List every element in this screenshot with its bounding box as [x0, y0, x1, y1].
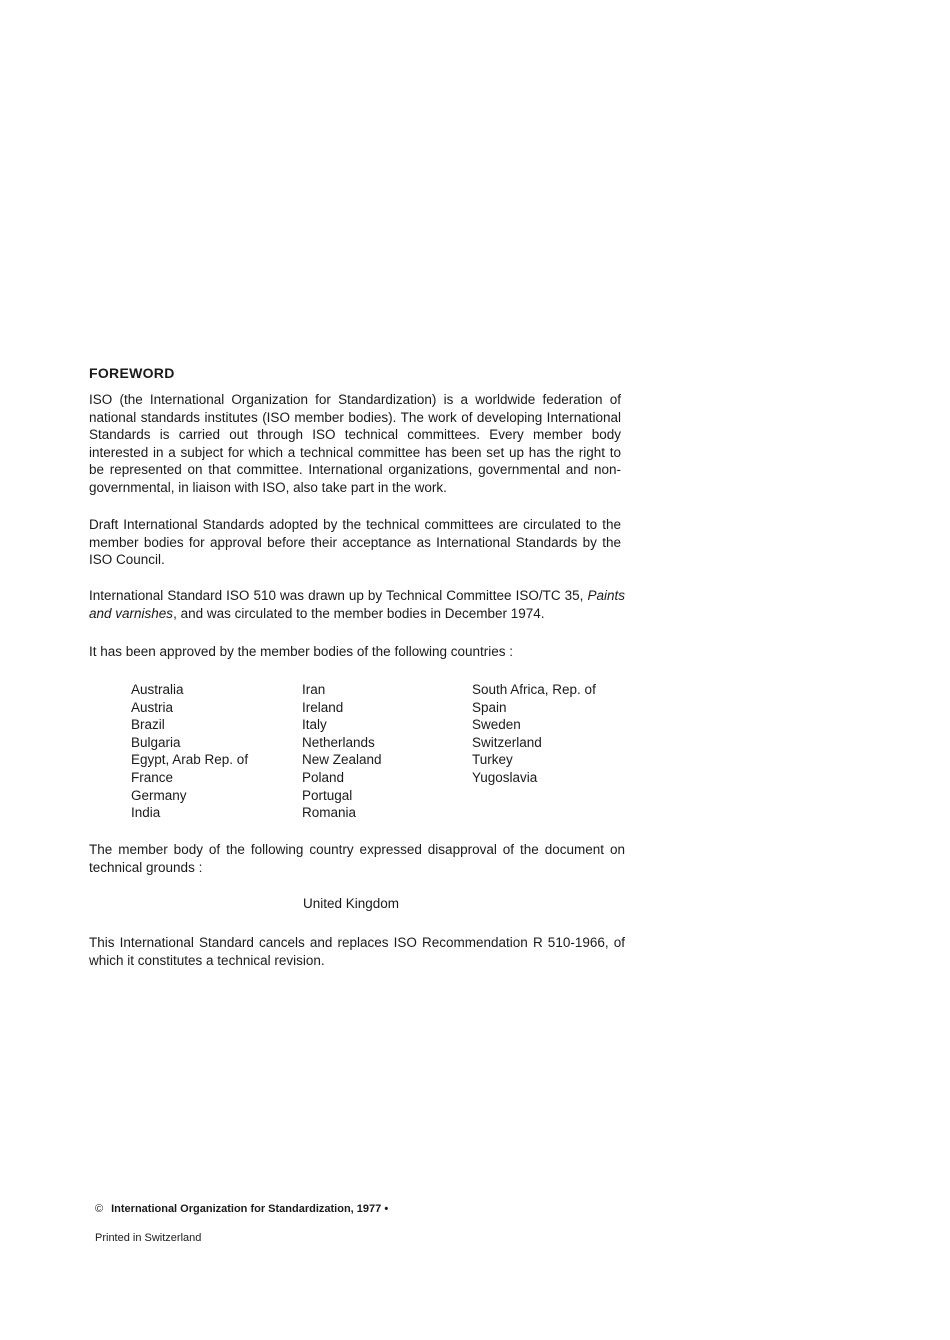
disapproving-country: United Kingdom [303, 896, 400, 911]
country-list-column-1 [131, 681, 248, 822]
country-item: Austria [131, 699, 174, 715]
country-item: Iran [302, 682, 326, 697]
paragraph-draft-standards: Draft International Standards adopted by the technical committees are circulated to the member bodies for approval before their acceptance as International Standards by the ISO Council. [89, 517, 621, 568]
country-item: Sweden [472, 717, 521, 733]
paragraph-standard-origin [89, 587, 625, 622]
country-item: Romania [302, 805, 357, 821]
country-item: South Africa, Rep. of [472, 682, 596, 697]
country-item: India [131, 805, 161, 821]
country-item: Italy [302, 717, 327, 733]
committee-title-italic: Paints and varnishes [89, 588, 625, 621]
copyright-notice [95, 1203, 388, 1215]
section-heading: FOREWORD [89, 365, 175, 381]
origin-text-end: , and was circulated to the member bodies in December 1974. [173, 605, 545, 621]
copyright-text: International Organization for Standardization, 1977 • [111, 1203, 389, 1215]
paragraph-approval: It has been approved by the member bodies of the following countries : [89, 644, 514, 659]
country-list-column-2 [302, 681, 382, 822]
country-item: Australia [131, 682, 184, 697]
paragraph-iso-intro: ISO (the International Organization for Standardization) is a worldwide federation of national standards institutes (ISO member bodies). The work of developing International Standards is carried out through ISO technical committees. Every member body interested in a subject for which a technical committee has been set up has the right to be represented on that committee. International organizations, governmental and non-governmental, in liaison with ISO, also take part in the work. [89, 392, 621, 495]
country-item: Germany [131, 787, 187, 803]
country-item: Turkey [472, 752, 513, 768]
country-item: Ireland [302, 699, 344, 715]
printed-location: Printed in Switzerland [95, 1232, 202, 1244]
country-item: New Zealand [302, 752, 382, 768]
country-item: Egypt, Arab Rep. of [131, 752, 249, 768]
country-item: Spain [472, 699, 507, 715]
country-item: Brazil [131, 717, 165, 733]
country-list-column-3 [472, 681, 596, 787]
paragraph-revision: This International Standard cancels and replaces ISO Recommendation R 510-1966, of which it constitutes a technical revision. [89, 935, 625, 968]
origin-text-start: International Standard ISO 510 was drawn up by Technical Committee ISO/TC 35, [89, 588, 584, 603]
country-item: Portugal [302, 787, 353, 803]
country-item: Switzerland [472, 734, 542, 750]
paragraph-disapproval: The member body of the following country expressed disapproval of the document on technical grounds : [89, 842, 625, 875]
country-item: Poland [302, 769, 345, 785]
copyright-symbol: © [95, 1203, 104, 1215]
country-item: Yugoslavia [472, 769, 538, 785]
country-item: Bulgaria [131, 734, 181, 750]
country-item: Netherlands [302, 734, 375, 750]
country-item: France [131, 769, 174, 785]
